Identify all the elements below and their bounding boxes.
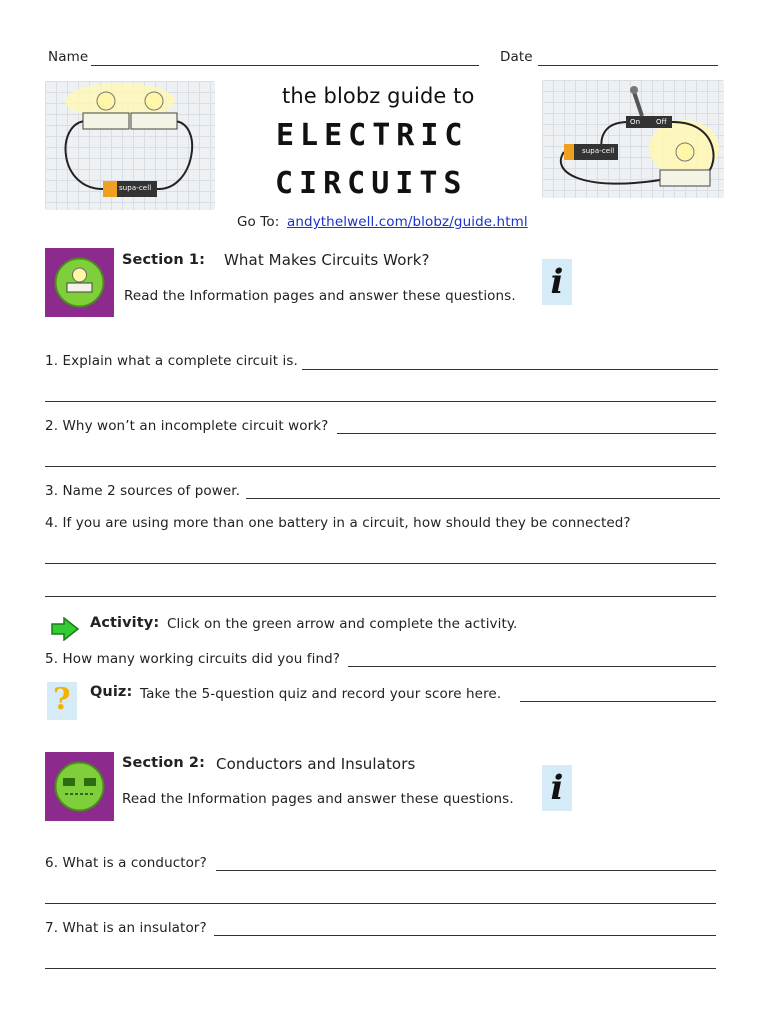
answer-3-line[interactable] (246, 498, 720, 499)
conductor-icon (45, 752, 114, 821)
question-6: 6. What is a conductor? (45, 855, 207, 871)
quiz-text: Take the 5-question quiz and record your score here. (140, 686, 502, 702)
name-label: Name (48, 49, 89, 65)
answer-2-line-a[interactable] (337, 433, 716, 434)
answer-4-line-b[interactable] (45, 596, 716, 597)
question-5: 5. How many working circuits did you find? (45, 651, 341, 667)
question-3: 3. Name 2 sources of power. (45, 483, 241, 499)
date-field[interactable] (538, 65, 718, 66)
info-icon-section2: i (542, 765, 572, 811)
section1-title: What Makes Circuits Work? (224, 251, 430, 269)
answer-1-line-a[interactable] (302, 369, 718, 370)
question-2: 2. Why won’t an incomplete circuit work? (45, 418, 329, 434)
answer-5-line[interactable] (348, 666, 716, 667)
section1-prefix: Section 1: (122, 252, 205, 268)
switch-on-label: On (630, 118, 641, 126)
quiz-label: Quiz: (90, 684, 133, 700)
answer-2-line-b[interactable] (45, 466, 716, 467)
answer-1-line-b[interactable] (45, 401, 716, 402)
question-1: 1. Explain what a complete circuit is. (45, 353, 298, 369)
circuit-image-left (45, 81, 215, 210)
question-4: 4. If you are using more than one battery in a circuit, how should they be connected? (45, 515, 631, 531)
answer-7-line-a[interactable] (214, 935, 716, 936)
section2-icon-box (45, 752, 114, 821)
goto-label: Go To: (237, 214, 280, 230)
section2-title: Conductors and Insulators (216, 755, 416, 773)
quiz-score-line[interactable] (520, 701, 716, 702)
section2-instructions: Read the Information pages and answer these questions. (122, 791, 514, 807)
activity-label: Activity: (90, 615, 160, 631)
section1-instructions: Read the Information pages and answer these questions. (124, 288, 516, 304)
answer-7-line-b[interactable] (45, 968, 716, 969)
name-field[interactable] (91, 65, 479, 66)
date-label: Date (500, 49, 533, 65)
switch-off-label: Off (656, 118, 667, 126)
lightbulb-icon (45, 248, 114, 317)
question-7: 7. What is an insulator? (45, 920, 207, 936)
question-mark-icon: ? (53, 682, 71, 717)
title-electric: ELECTRIC (276, 118, 469, 153)
title-circuits: CIRCUITS (275, 166, 468, 201)
info-icon: i (542, 259, 572, 305)
answer-6-line-a[interactable] (216, 870, 716, 871)
battery-label-left: supa-cell (119, 184, 152, 192)
section1-icon-box (45, 248, 114, 317)
answer-4-line-a[interactable] (45, 563, 716, 564)
goto-link[interactable]: andythelwell.com/blobz/guide.html (287, 214, 528, 230)
answer-6-line-b[interactable] (45, 903, 716, 904)
battery-label-right: supa-cell (582, 147, 615, 155)
circuit-image-right (542, 80, 724, 198)
title-subtitle: the blobz guide to (282, 84, 475, 108)
activity-text: Click on the green arrow and complete the activity. (167, 616, 518, 632)
section2-prefix: Section 2: (122, 755, 205, 771)
green-arrow-icon[interactable] (50, 617, 80, 641)
circuit-illustration-right (542, 80, 724, 198)
